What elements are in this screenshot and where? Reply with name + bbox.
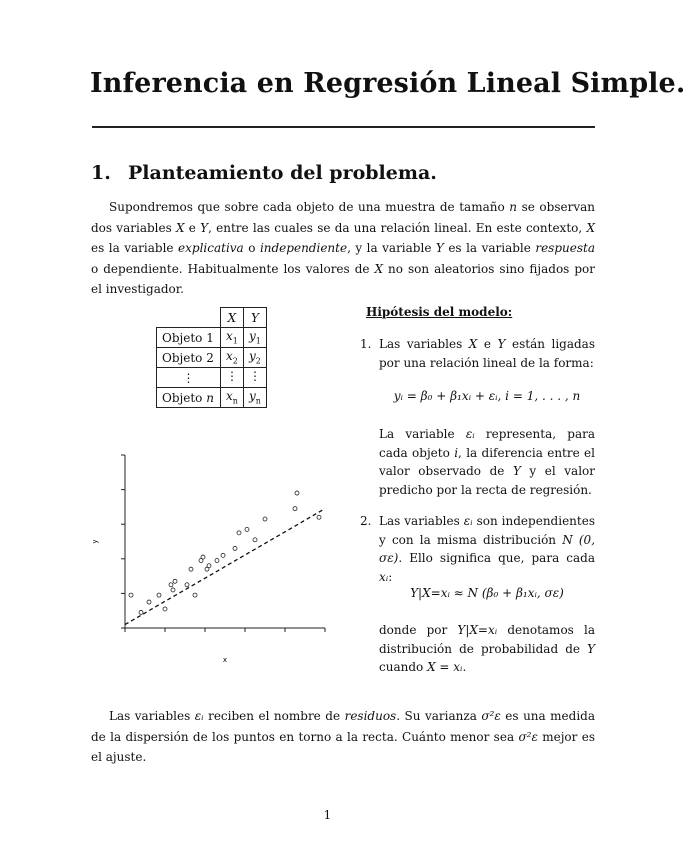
- data-point: [139, 610, 143, 614]
- hypotheses-title: Hipótesis del modelo:: [366, 305, 513, 319]
- section-title: Planteamiento del problema.: [128, 162, 437, 184]
- hypothesis-1-note: La variable εᵢ representa, para cada objeto i, la diferencia entre el valor observado de Y y el valor predicho por la recta de regresión.: [379, 427, 595, 497]
- page-number: 1: [323, 808, 332, 822]
- data-point: [253, 538, 257, 542]
- document-title: Inferencia en Regresión Lineal Simple.: [90, 68, 685, 99]
- table-row: Objeto n $x_n$ $y_n$: [157, 388, 267, 408]
- section-number: 1.: [91, 162, 111, 184]
- data-point: [169, 583, 173, 587]
- header-x: X: [220, 308, 243, 328]
- data-point: [263, 517, 267, 521]
- data-point: [163, 607, 167, 611]
- regression-equation: yᵢ = β₀ + β₁xᵢ + εᵢ, i = 1, . . . , n: [393, 389, 581, 403]
- data-point: [295, 491, 299, 495]
- header-y: Y: [243, 308, 266, 328]
- data-point: [233, 546, 237, 550]
- data-point: [185, 583, 189, 587]
- data-point: [221, 553, 225, 557]
- table-header-row: [157, 308, 267, 328]
- conditional-distribution-equation: Y|X=xᵢ ≈ N (β₀ + β₁xᵢ, σε): [410, 586, 564, 600]
- data-point: [207, 564, 211, 568]
- section-heading: [91, 162, 437, 184]
- data-point: [293, 507, 297, 511]
- data-point: [157, 593, 161, 597]
- table-row: Objeto 1 $x_1$ $y_1$: [157, 328, 267, 348]
- hypothesis-2-note: donde por Y|X=xᵢ denotamos la distribución de probabilidad de Y cuando X = xᵢ.: [379, 623, 595, 674]
- y-axis-label: y: [91, 539, 99, 544]
- data-point: [193, 593, 197, 597]
- data-point: [173, 579, 177, 583]
- residuals-paragraph: Las variables εᵢ reciben el nombre de residuos. Su varianza σ²ε es una medida de la dispersión de los puntos en torno a la recta. Cuánto menor sea σ²ε mejor es el ajuste.: [91, 709, 596, 764]
- data-point: [215, 559, 219, 563]
- data-point: [129, 593, 133, 597]
- data-point: [201, 555, 205, 559]
- observations-table: [156, 307, 267, 408]
- data-point: [237, 531, 241, 535]
- regression-line: [125, 509, 325, 625]
- data-point: [189, 567, 193, 571]
- data-point: [317, 515, 321, 519]
- data-point: [147, 600, 151, 604]
- hypothesis-1: 1. Las variables X e Y están ligadas por una relación lineal de la forma:: [360, 337, 595, 370]
- x-axis-label: x: [222, 656, 228, 664]
- title-rule: [92, 126, 595, 128]
- data-point: [171, 588, 175, 592]
- table-row: ⋮ ⋮ ⋮: [157, 368, 267, 388]
- scatter-plot: [91, 450, 340, 670]
- table-row: Objeto 2 $x_2$ $y_2$: [157, 348, 267, 368]
- plot-layer: [91, 455, 325, 664]
- intro-paragraph: Supondremos que sobre cada objeto de una muestra de tamaño n se observan dos variables X e Y, entre las cuales se da una relación lineal. En este contexto, X es la variable explicativa o independiente, y la variable Y es la variable respuesta o dependiente. Habitualmente los valores de X no son aleatorios sino fijados por el investigador.: [91, 200, 595, 296]
- data-point: [245, 527, 249, 531]
- hypothesis-2: 2. Las variables εᵢ son independientes y con la misma distribución N (0, σε). Ello significa que, para cada xᵢ:: [360, 514, 596, 584]
